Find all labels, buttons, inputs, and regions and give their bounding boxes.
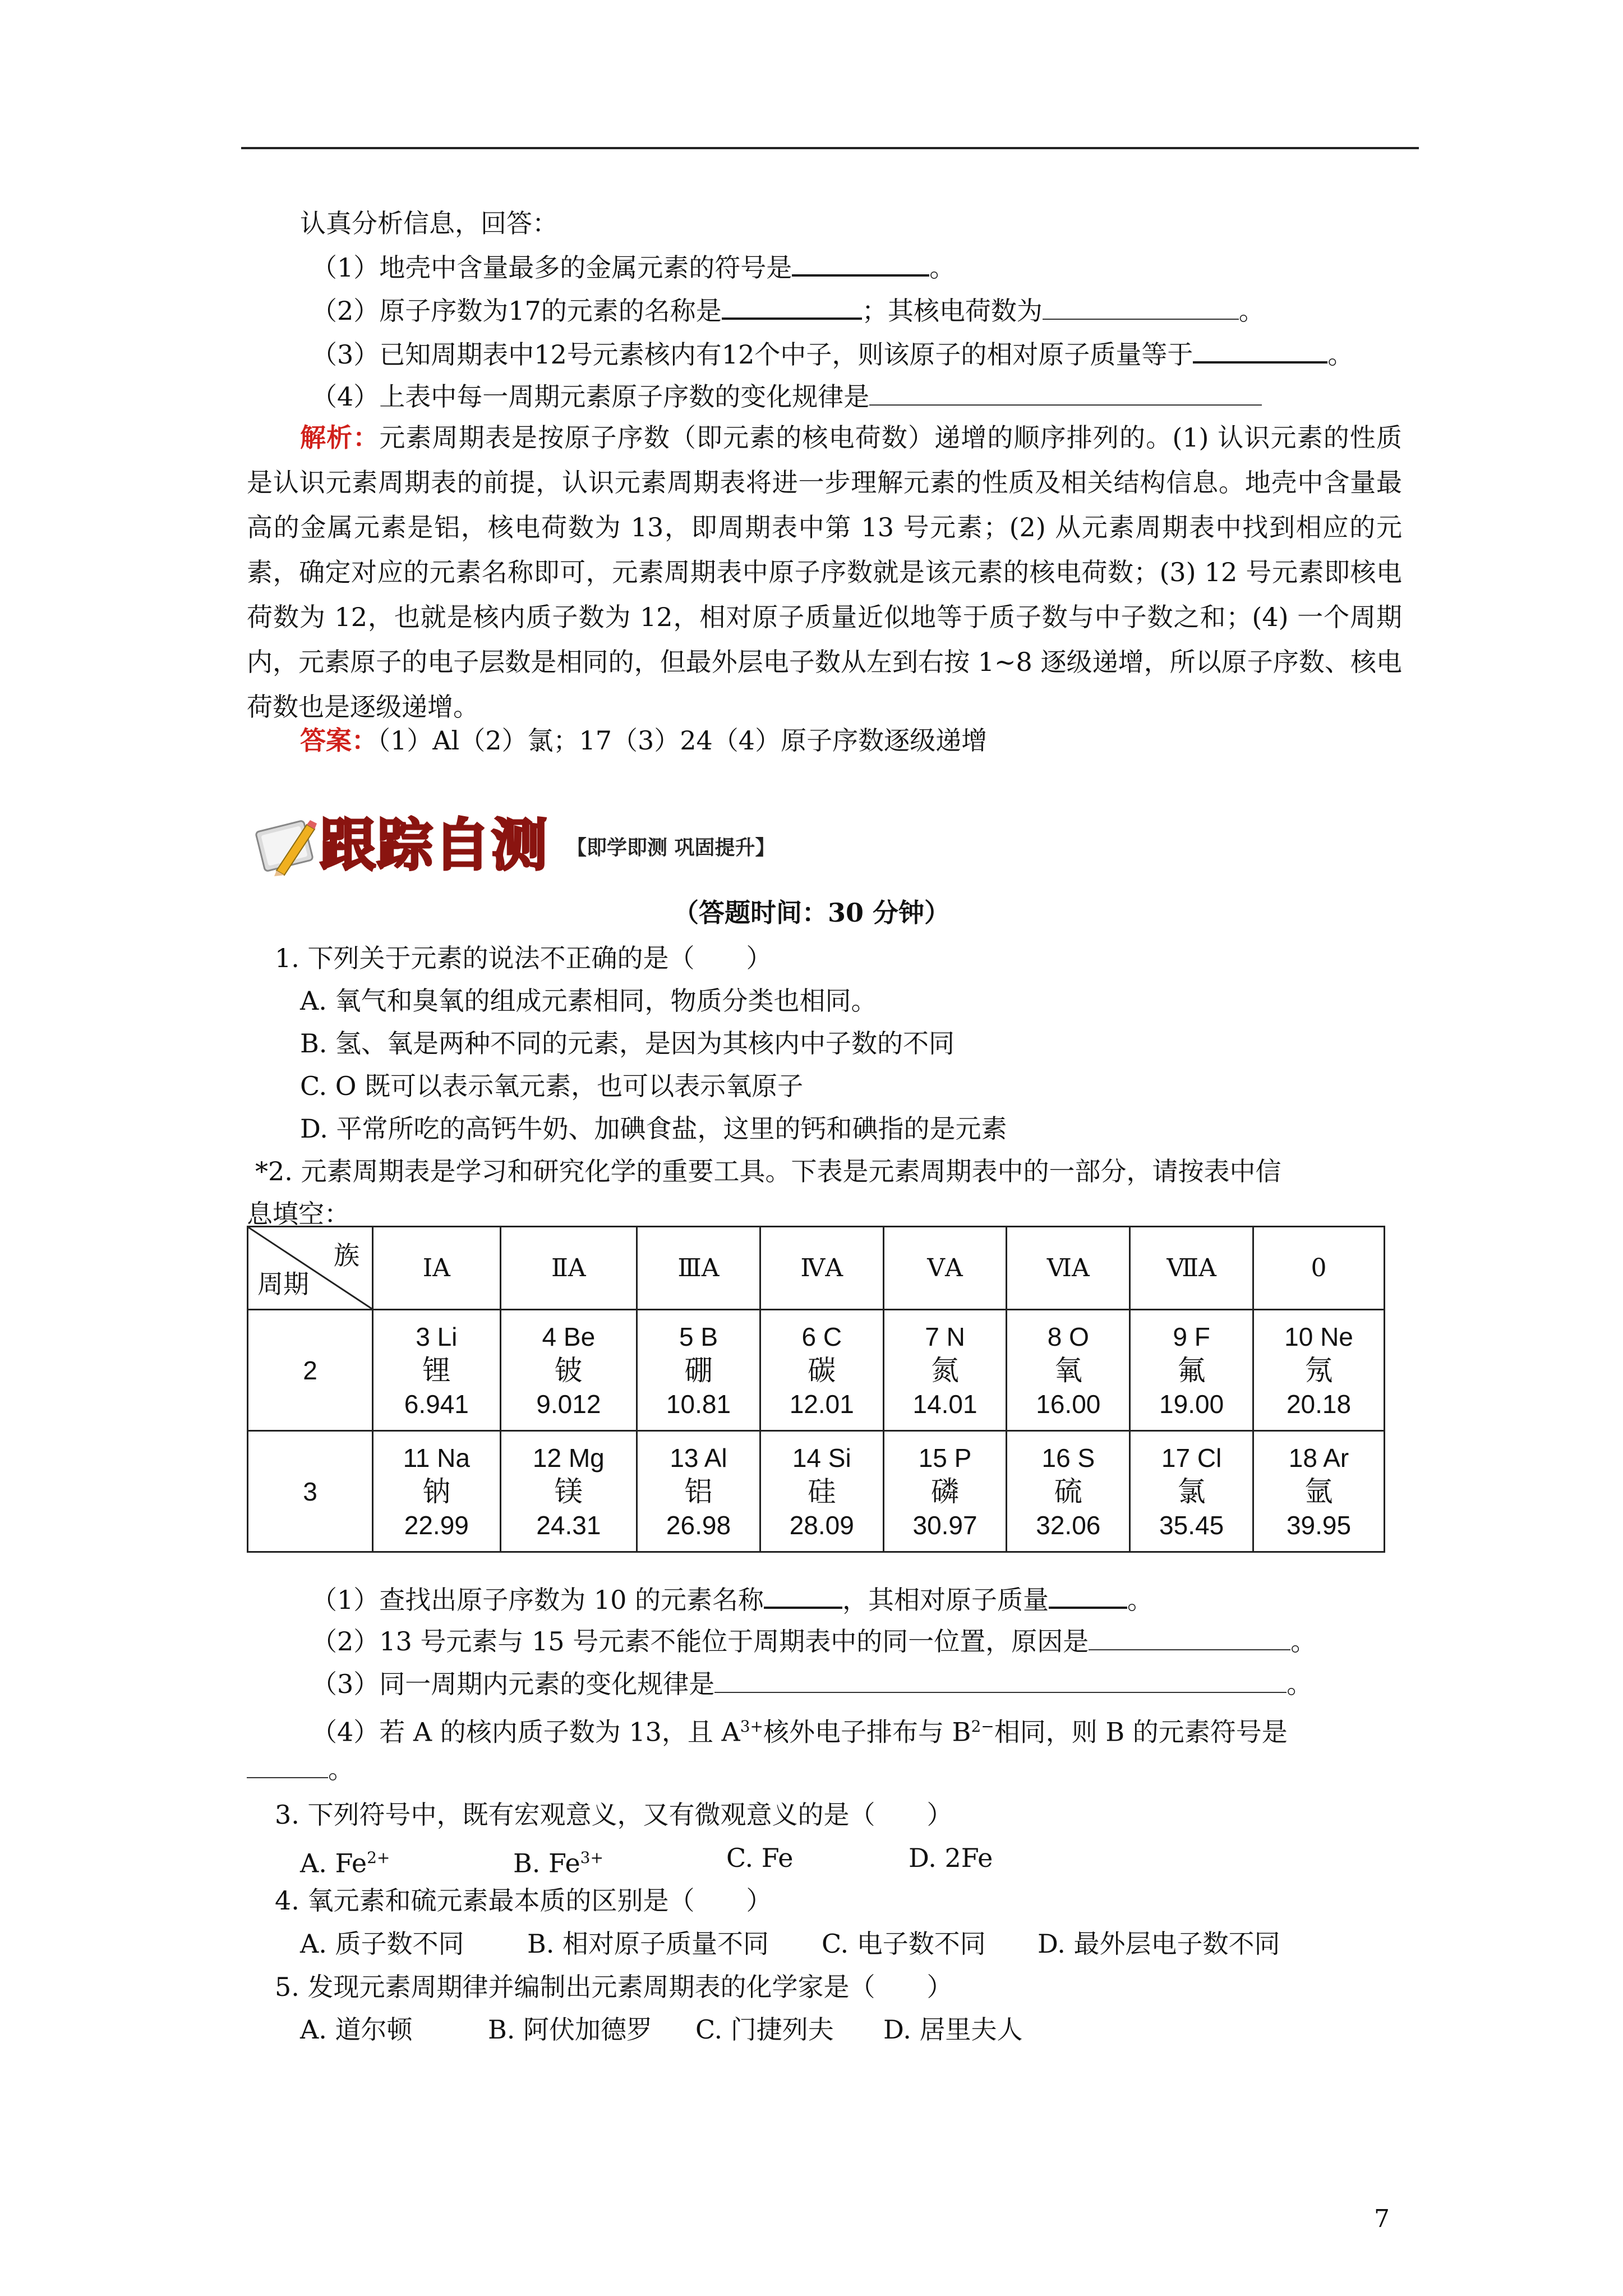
intro-lead: 认真分析信息，回答： bbox=[300, 208, 558, 238]
analysis-label: 解析： bbox=[300, 422, 380, 453]
answer-blank[interactable] bbox=[792, 250, 929, 277]
question-3-option-a: A. $Fe^{2+}$ bbox=[300, 1848, 390, 1879]
question-4-option-c: C. 电子数不同 bbox=[822, 1929, 986, 1959]
element-cell: 3 Li 锂 6.941 bbox=[373, 1310, 501, 1431]
element-cell: 10 Ne 氖 20.18 bbox=[1253, 1310, 1385, 1431]
question-5-option-a: A. 道尔顿 bbox=[300, 2014, 413, 2045]
question-3-option-c: C. Fe bbox=[726, 1843, 794, 1873]
answer-blank[interactable] bbox=[1049, 1582, 1127, 1609]
question-2-sub-4: （4）若 A 的核内质子数为 13，且 $A^{3+}$核外电子排布与 $B^{2-}$相同，则 B 的元素符号是 bbox=[311, 1717, 1288, 1747]
question-2-sub-2: （2）13 号元素与 15 号元素不能位于周期表中的同一位置，原因是 。 bbox=[311, 1625, 1316, 1658]
corner-period-label: 周期 bbox=[257, 1269, 309, 1299]
group-header: ⅣA bbox=[760, 1227, 883, 1310]
answer-blank[interactable] bbox=[764, 1582, 842, 1609]
group-header: ⅡA bbox=[500, 1227, 637, 1310]
pencil-board-icon bbox=[255, 812, 322, 877]
element-cell: 15 P 磷 30.97 bbox=[883, 1431, 1007, 1552]
group-header: ⅥA bbox=[1007, 1227, 1130, 1310]
element-cell: 6 C 碳 12.01 bbox=[760, 1310, 883, 1431]
section-banner bbox=[255, 808, 872, 881]
question-1-option-c: C. O 既可以表示氧元素，也可以表示氧原子 bbox=[300, 1071, 804, 1101]
period-label: 3 bbox=[248, 1431, 373, 1552]
question-5-option-d: D. 居里夫人 bbox=[883, 2014, 1023, 2045]
answer-line bbox=[300, 724, 987, 757]
question-5-option-b: B. 阿伏加德罗 bbox=[488, 2014, 653, 2045]
answer-blank[interactable] bbox=[1043, 294, 1239, 320]
element-cell: 17 Cl 氯 35.45 bbox=[1130, 1431, 1253, 1552]
analysis-text: 元素周期表是按原子序数（即元素的核电荷数）递增的顺序排列的。(1) 认识元素的性质是认识元素周期表的前提，认识元素周期表将进一步理解元素的性质及相关结构信息。地壳中含量最高的金属元素是铝，核电荷数为 13，即周期表中第 13 号元素；(2) 从元素周期表中找到相应的元素，确定对应的元素名称即可，元素周期表中原子序数就是该元素的核电荷数；(3) 12 号元素即核电荷数为 12，也就是核内质子数为 12，相对原子质量近似地等于质子数与中子数之和；(4) 一个周期内，元素原子的电子层数是相同的，但最外层电子数从左到右按 1~8 逐级递增，所以原子序数、核电荷数也是逐级递增。 bbox=[247, 422, 1403, 722]
question-3-option-d: D. 2Fe bbox=[909, 1843, 993, 1873]
group-header: ⅤA bbox=[883, 1227, 1007, 1310]
answer-text: （1）Al（2）氯；17（3）24（4）原子序数逐级递增 bbox=[377, 725, 988, 756]
table-row bbox=[248, 1310, 1385, 1431]
element-cell: 7 N 氮 14.01 bbox=[883, 1310, 1007, 1431]
question-4-option-b: B. 相对原子质量不同 bbox=[527, 1929, 769, 1959]
banner-title: 跟踪自测 bbox=[320, 812, 548, 878]
question-2-sub-1: （1）查找出原子序数为 10 的元素名称 ，其相对原子质量 。 bbox=[311, 1582, 1153, 1617]
period-label: 2 bbox=[248, 1310, 373, 1431]
question-2-stem-line-1: *2. 元素周期表是学习和研究化学的重要工具。下表是元素周期表中的一部分，请按表中信 bbox=[255, 1156, 1281, 1186]
question-1-stem: 1. 下列关于元素的说法不正确的是（ ） bbox=[275, 943, 772, 973]
intro-question-3: （3）已知周期表中12号元素核内有12个中子，则该原子的相对原子质量等于 。 bbox=[311, 337, 1353, 371]
element-cell: 11 Na 钠 22.99 bbox=[373, 1431, 501, 1552]
element-cell: 18 Ar 氩 39.95 bbox=[1253, 1431, 1385, 1552]
page-number: 7 bbox=[1374, 2205, 1390, 2233]
periodic-table-excerpt bbox=[247, 1226, 1385, 1553]
table-corner-cell bbox=[248, 1227, 373, 1310]
element-cell: 5 B 硼 10.81 bbox=[637, 1310, 760, 1431]
question-2-sub-3: （3）同一周期内元素的变化规律是 。 bbox=[311, 1667, 1312, 1701]
analysis-paragraph bbox=[247, 415, 1402, 729]
element-cell: 4 Be 铍 9.012 bbox=[500, 1310, 637, 1431]
group-header: 0 bbox=[1253, 1227, 1385, 1310]
question-4-option-a: A. 质子数不同 bbox=[300, 1929, 464, 1959]
answer-label: 答案： bbox=[300, 725, 377, 756]
intro-question-2: （2）原子序数为17的元素的名称是 ；其核电荷数为 。 bbox=[311, 293, 1265, 328]
element-cell: 13 Al 铝 26.98 bbox=[637, 1431, 760, 1552]
intro-question-4: （4）上表中每一周期元素原子序数的变化规律是 bbox=[311, 380, 1262, 413]
corner-group-label: 族 bbox=[334, 1240, 359, 1271]
question-5-option-c: C. 门捷列夫 bbox=[695, 2014, 834, 2045]
answer-blank[interactable] bbox=[1193, 337, 1327, 364]
question-4-stem: 4. 氧元素和硫元素最本质的区别是（ ） bbox=[275, 1885, 772, 1916]
answer-blank[interactable] bbox=[1089, 1625, 1290, 1650]
table-row bbox=[248, 1431, 1385, 1552]
question-2-sub-4-continued: 。 bbox=[247, 1752, 354, 1786]
intro-question-1: （1）地壳中含量最多的金属元素的符号是 。 bbox=[311, 250, 955, 284]
group-header: ⅢA bbox=[637, 1227, 760, 1310]
element-cell: 8 O 氧 16.00 bbox=[1007, 1310, 1130, 1431]
answer-blank[interactable] bbox=[714, 1667, 1287, 1693]
question-5-stem: 5. 发现元素周期律并编制出元素周期表的化学家是（ ） bbox=[275, 1972, 953, 2002]
element-cell: 16 S 硫 32.06 bbox=[1007, 1431, 1130, 1552]
element-cell: 9 F 氟 19.00 bbox=[1130, 1310, 1253, 1431]
question-1-option-d: D. 平常所吃的高钙牛奶、加碘食盐，这里的钙和碘指的是元素 bbox=[300, 1114, 1007, 1144]
time-note: （答题时间：30 分钟） bbox=[672, 898, 951, 928]
answer-blank[interactable] bbox=[247, 1752, 328, 1778]
element-cell: 12 Mg 镁 24.31 bbox=[500, 1431, 637, 1552]
answer-blank[interactable] bbox=[722, 293, 862, 320]
question-2-stem-line-2: 息填空： bbox=[247, 1199, 350, 1229]
table-header-row bbox=[248, 1227, 1385, 1310]
question-1-option-b: B. 氢、氧是两种不同的元素，是因为其核内中子数的不同 bbox=[300, 1028, 955, 1059]
question-3-option-b: B. $Fe^{3+}$ bbox=[513, 1848, 603, 1879]
question-4-option-d: D. 最外层电子数不同 bbox=[1038, 1929, 1280, 1959]
answer-blank[interactable] bbox=[869, 380, 1262, 406]
question-1-option-a: A. 氧气和臭氧的组成元素相同，物质分类也相同。 bbox=[300, 986, 877, 1016]
group-header: ⅦA bbox=[1130, 1227, 1253, 1310]
banner-subtitle: 【即学即测 巩固提升】 bbox=[566, 836, 776, 859]
question-3-stem: 3. 下列符号中，既有宏观意义，又有微观意义的是（ ） bbox=[275, 1800, 953, 1830]
group-header: ⅠA bbox=[373, 1227, 501, 1310]
element-cell: 14 Si 硅 28.09 bbox=[760, 1431, 883, 1552]
header-rule bbox=[241, 147, 1419, 149]
